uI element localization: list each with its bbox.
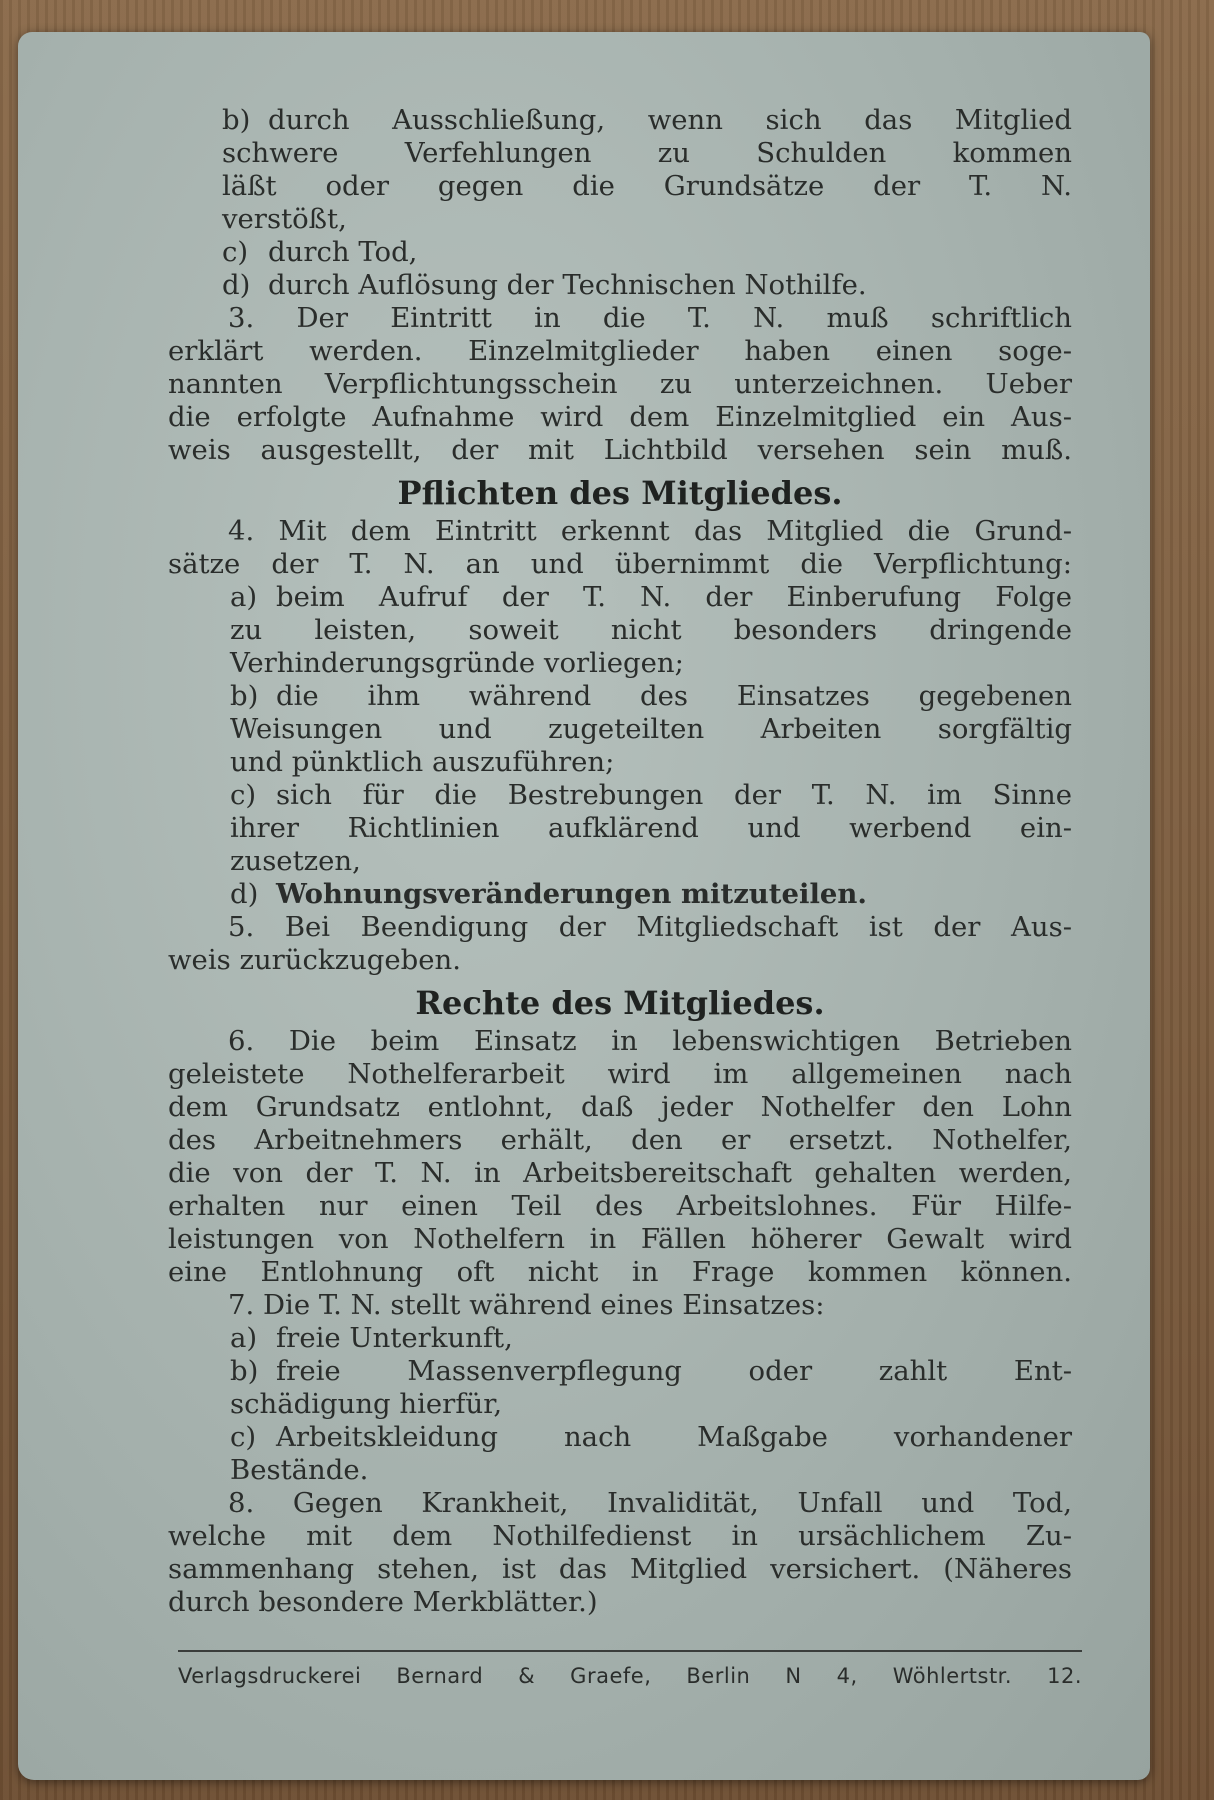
clause-4d (168, 878, 1072, 911)
text-line: welche mit dem Nothilfedienst in ursächlichem Zu- (168, 1520, 1072, 1552)
text-line: erklärt werden. Einzelmitglieder haben einen soge- (168, 335, 1072, 367)
paragraph-6 (168, 1025, 1072, 1058)
clause-1c (168, 236, 1072, 269)
text-line: 4. Mit dem Eintritt erkennt das Mitglied die Grund- (228, 515, 1072, 547)
text-line: des Arbeitnehmers erhält, den er ersetzt. Nothelfer, (168, 1124, 1072, 1156)
text-line: Wohnungsveränderungen mitzuteilen. (276, 878, 867, 910)
text-line: zusetzen, (230, 845, 361, 877)
clause-1b (168, 104, 1072, 236)
text-line: weis ausgestellt, der mit Lichtbild versehen sein muß. (168, 434, 1072, 466)
text-line: durch Tod, (268, 236, 418, 268)
clause-4b (168, 680, 1072, 779)
clause-1d (168, 269, 1072, 302)
clause-7a (168, 1322, 1072, 1355)
text-line: schädigung hierfür, (230, 1388, 503, 1420)
text-line: Verhinderungsgründe vorliegen; (230, 647, 684, 679)
heading-duties: Pflichten des Mitgliedes. (397, 474, 843, 512)
text-line: die erfolgte Aufnahme wird dem Einzelmitglied ein Aus- (168, 401, 1072, 433)
clause-key: c) (230, 1421, 257, 1453)
text-line: sammenhang stehen, ist das Mitglied versichert. (Näheres (168, 1553, 1072, 1585)
text-line: 3. Der Eintritt in die T. N. muß schriftlich (228, 302, 1072, 334)
text-line: Arbeitskleidung nach Maßgabe vorhandener (276, 1421, 1072, 1453)
text-line: erhalten nur einen Teil des Arbeitslohnes. Für Hilfe- (168, 1190, 1072, 1222)
text-line: durch Ausschließung, wenn sich das Mitglied (268, 104, 1072, 136)
text-line: die von der T. N. in Arbeitsbereitschaft gehalten werden, (168, 1157, 1072, 1189)
clause-key: d) (230, 878, 259, 910)
text-line: 8. Gegen Krankheit, Invalidität, Unfall und Tod, (228, 1487, 1072, 1519)
clause-key: c) (222, 236, 249, 268)
clause-4a (168, 581, 1072, 680)
clause-key: a) (230, 581, 258, 613)
text-line: sätze der T. N. an und übernimmt die Verpflichtung: (168, 548, 1072, 580)
text-line: 5. Bei Beendigung der Mitgliedschaft ist der Aus- (228, 911, 1072, 943)
text-line: beim Aufruf der T. N. der Einberufung Folge (276, 581, 1072, 613)
text-line: läßt oder gegen die Grundsätze der T. N. (222, 170, 1072, 202)
clause-key: c) (230, 779, 257, 811)
text-line: durch Auflösung der Technischen Nothilfe. (268, 269, 867, 301)
text-line: Bestände. (230, 1454, 369, 1486)
text-line: dem Grundsatz entlohnt, daß jeder Nothelfer den Lohn (168, 1091, 1072, 1123)
text-line: 6. Die beim Einsatz in lebenswichtigen Betrieben (228, 1025, 1072, 1057)
clause-key: b) (222, 104, 251, 136)
paragraph-4 (168, 515, 1072, 548)
clause-key: b) (230, 1355, 259, 1387)
text-line: durch besondere Merkblätter.) (168, 1586, 598, 1618)
text-line: nannten Verpflichtungsschein zu unterzeichnen. Ueber (168, 368, 1072, 400)
text-line: ihrer Richtlinien aufklärend und werbend ein- (230, 812, 1072, 844)
text-line: Weisungen und zugeteilten Arbeiten sorgfältig (230, 713, 1072, 745)
text-line: weis zurückzugeben. (168, 944, 461, 976)
heading-rights: Rechte des Mitgliedes. (415, 984, 825, 1022)
clause-7c (168, 1421, 1072, 1487)
text-line: die ihm während des Einsatzes gegebenen (276, 680, 1072, 712)
text-line: und pünktlich auszuführen; (230, 746, 615, 778)
paragraph-5 (168, 911, 1072, 944)
printer-imprint: Verlagsdruckerei Bernard & Graefe, Berlin N 4, Wöhlertstr. 12. (178, 1650, 1082, 1688)
paragraph-8 (168, 1487, 1072, 1520)
document-card (18, 32, 1150, 1780)
clause-key: d) (222, 269, 251, 301)
text-line: zu leisten, soweit nicht besonders dringende (230, 614, 1072, 646)
paragraph-7 (168, 1289, 1072, 1322)
text-line: schwere Verfehlungen zu Schulden kommen (222, 137, 1072, 169)
paragraph-3 (168, 302, 1072, 335)
text-line: freie Massenverpflegung oder zahlt Ent- (276, 1355, 1072, 1387)
text-line: geleistete Nothelferarbeit wird im allgemeinen nach (168, 1058, 1072, 1090)
text-line: verstößt, (222, 203, 347, 235)
clause-4c (168, 779, 1072, 878)
document-body (168, 104, 1072, 1619)
text-line: 7. Die T. N. stellt während eines Einsatzes: (228, 1289, 825, 1321)
text-line: freie Unterkunft, (276, 1322, 513, 1354)
text-line: sich für die Bestrebungen der T. N. im Sinne (276, 779, 1072, 811)
clause-7b (168, 1355, 1072, 1421)
clause-key: a) (230, 1322, 258, 1354)
text-line: leistungen von Nothelfern in Fällen höherer Gewalt wird (168, 1223, 1072, 1255)
text-line: eine Entlohnung oft nicht in Frage kommen können. (168, 1256, 1072, 1288)
clause-key: b) (230, 680, 259, 712)
